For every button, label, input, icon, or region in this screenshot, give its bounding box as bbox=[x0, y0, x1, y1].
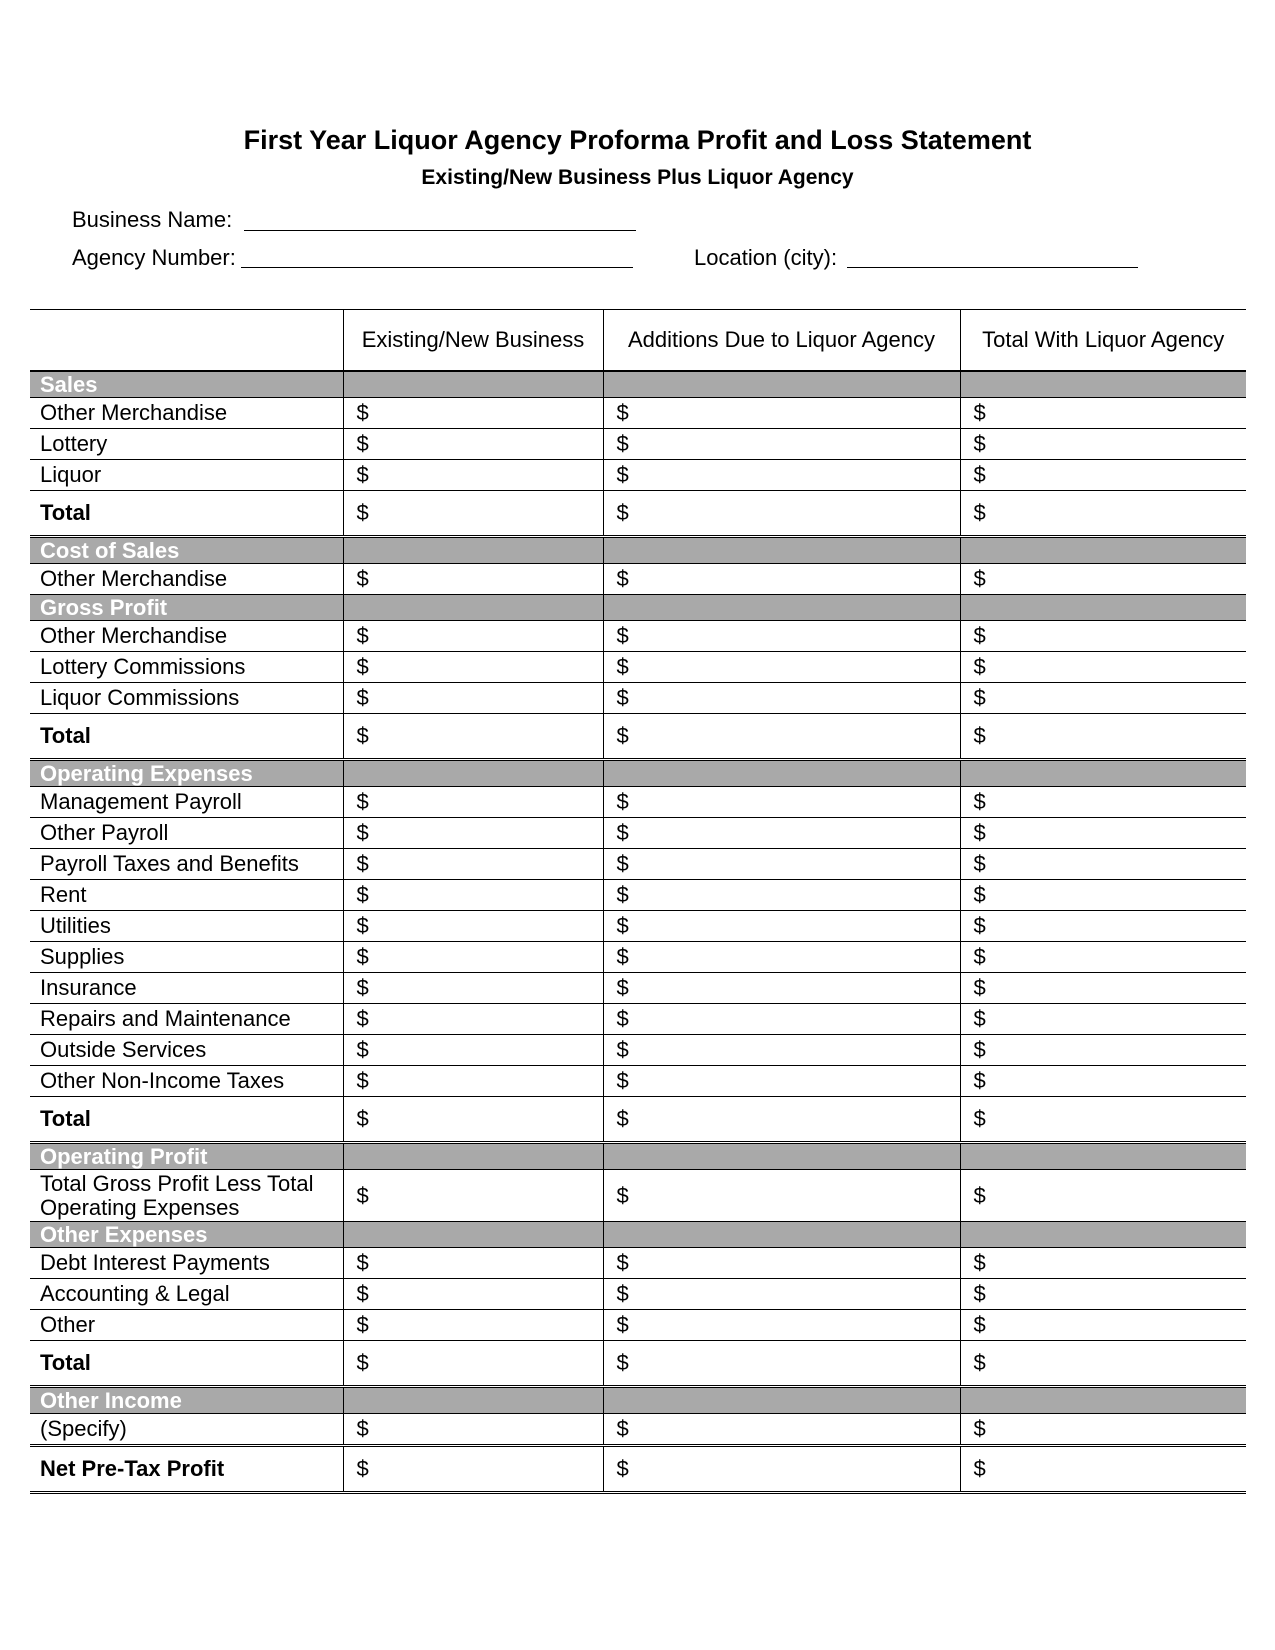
line-item-existing-cell[interactable]: $ bbox=[343, 1310, 603, 1341]
total-existing-cell[interactable]: $ bbox=[343, 1341, 603, 1387]
section-blank-cell bbox=[960, 1387, 1246, 1414]
line-item-existing-cell[interactable]: $ bbox=[343, 1279, 603, 1310]
section-blank-cell bbox=[343, 760, 603, 787]
line-item-additions-cell[interactable]: $ bbox=[603, 564, 960, 595]
location-label: Location (city): bbox=[694, 245, 838, 270]
section-title: Operating Expenses bbox=[30, 760, 343, 787]
line-item-additions-cell[interactable]: $ bbox=[603, 621, 960, 652]
total-label: Total bbox=[30, 1341, 343, 1387]
line-item-existing-cell[interactable]: $ bbox=[343, 1170, 603, 1222]
total-row-operating-expenses bbox=[30, 1097, 1246, 1143]
line-item-additions-cell[interactable]: $ bbox=[603, 460, 960, 491]
line-item-additions-cell[interactable]: $ bbox=[603, 1170, 960, 1222]
line-item-total-cell[interactable]: $ bbox=[960, 911, 1246, 942]
total-row-gross-profit bbox=[30, 714, 1246, 760]
section-blank-cell bbox=[343, 1387, 603, 1414]
line-item-label: Management Payroll bbox=[30, 787, 343, 818]
section-title: Sales bbox=[30, 371, 343, 398]
line-item-additions-cell[interactable]: $ bbox=[603, 880, 960, 911]
table-row bbox=[30, 429, 1246, 460]
total-total-cell[interactable]: $ bbox=[960, 1446, 1246, 1493]
line-item-additions-cell[interactable]: $ bbox=[603, 1310, 960, 1341]
table-row bbox=[30, 1414, 1246, 1446]
line-item-existing-cell[interactable]: $ bbox=[343, 911, 603, 942]
total-label: Total bbox=[30, 491, 343, 537]
column-header-existing: Existing/New Business bbox=[343, 310, 603, 372]
table-row bbox=[30, 880, 1246, 911]
table-row bbox=[30, 621, 1246, 652]
section-header-other-income bbox=[30, 1387, 1246, 1414]
total-existing-cell[interactable]: $ bbox=[343, 1097, 603, 1143]
total-total-cell[interactable]: $ bbox=[960, 491, 1246, 537]
line-item-label: Lottery bbox=[30, 429, 343, 460]
line-item-total-cell[interactable]: $ bbox=[960, 787, 1246, 818]
line-item-additions-cell[interactable]: $ bbox=[603, 818, 960, 849]
table-header-row bbox=[30, 310, 1246, 372]
line-item-existing-cell[interactable]: $ bbox=[343, 818, 603, 849]
line-item-total-cell[interactable]: $ bbox=[960, 1414, 1246, 1446]
section-header-other-expenses bbox=[30, 1222, 1246, 1248]
table-row bbox=[30, 1279, 1246, 1310]
line-item-total-cell[interactable]: $ bbox=[960, 460, 1246, 491]
table-row bbox=[30, 818, 1246, 849]
table-row bbox=[30, 787, 1246, 818]
line-item-label: (Specify) bbox=[30, 1414, 343, 1446]
line-item-existing-cell[interactable]: $ bbox=[343, 1414, 603, 1446]
line-item-total-cell[interactable]: $ bbox=[960, 621, 1246, 652]
line-item-existing-cell[interactable]: $ bbox=[343, 1035, 603, 1066]
table-row bbox=[30, 1035, 1246, 1066]
column-header-total: Total With Liquor Agency bbox=[960, 310, 1246, 372]
table-row bbox=[30, 1248, 1246, 1279]
line-item-existing-cell[interactable]: $ bbox=[343, 1248, 603, 1279]
line-item-additions-cell[interactable]: $ bbox=[603, 973, 960, 1004]
line-item-label: Outside Services bbox=[30, 1035, 343, 1066]
agency-number-label: Agency Number: bbox=[72, 245, 236, 270]
section-blank-cell bbox=[960, 1222, 1246, 1248]
total-additions-cell[interactable]: $ bbox=[603, 1341, 960, 1387]
table-row bbox=[30, 398, 1246, 429]
business-name-field[interactable] bbox=[244, 230, 636, 231]
line-item-additions-cell[interactable]: $ bbox=[603, 398, 960, 429]
line-item-total-cell[interactable]: $ bbox=[960, 880, 1246, 911]
line-item-total-cell[interactable]: $ bbox=[960, 1170, 1246, 1222]
page-subtitle: Existing/New Business Plus Liquor Agency bbox=[421, 166, 854, 189]
section-header-gross-profit bbox=[30, 595, 1246, 621]
section-blank-cell bbox=[343, 595, 603, 621]
line-item-label: Lottery Commissions bbox=[30, 652, 343, 683]
total-additions-cell[interactable]: $ bbox=[603, 1097, 960, 1143]
line-item-existing-cell[interactable]: $ bbox=[343, 1004, 603, 1035]
table-row bbox=[30, 973, 1246, 1004]
line-item-existing-cell[interactable]: $ bbox=[343, 849, 603, 880]
line-item-additions-cell[interactable]: $ bbox=[603, 1004, 960, 1035]
section-blank-cell bbox=[603, 595, 960, 621]
line-item-label: Payroll Taxes and Benefits bbox=[30, 849, 343, 880]
line-item-additions-cell[interactable]: $ bbox=[603, 1248, 960, 1279]
table-row bbox=[30, 942, 1246, 973]
line-item-total-cell[interactable]: $ bbox=[960, 973, 1246, 1004]
total-total-cell[interactable]: $ bbox=[960, 1097, 1246, 1143]
total-total-cell[interactable]: $ bbox=[960, 1341, 1246, 1387]
line-item-total-cell[interactable]: $ bbox=[960, 818, 1246, 849]
table-row bbox=[30, 1004, 1246, 1035]
line-item-label: Other Merchandise bbox=[30, 621, 343, 652]
line-item-total-cell[interactable]: $ bbox=[960, 1004, 1246, 1035]
line-item-label: Utilities bbox=[30, 911, 343, 942]
total-existing-cell[interactable]: $ bbox=[343, 1446, 603, 1493]
line-item-additions-cell[interactable]: $ bbox=[603, 942, 960, 973]
section-blank-cell bbox=[603, 1222, 960, 1248]
section-blank-cell bbox=[603, 1387, 960, 1414]
total-additions-cell[interactable]: $ bbox=[603, 1446, 960, 1493]
line-item-additions-cell[interactable]: $ bbox=[603, 683, 960, 714]
line-item-label: Liquor bbox=[30, 460, 343, 491]
total-existing-cell[interactable]: $ bbox=[343, 491, 603, 537]
table-row bbox=[30, 460, 1246, 491]
line-item-existing-cell[interactable]: $ bbox=[343, 787, 603, 818]
line-item-total-cell[interactable]: $ bbox=[960, 429, 1246, 460]
business-name-label: Business Name: bbox=[72, 207, 233, 232]
total-additions-cell[interactable]: $ bbox=[603, 491, 960, 537]
line-item-total-cell[interactable]: $ bbox=[960, 1279, 1246, 1310]
line-item-existing-cell[interactable]: $ bbox=[343, 621, 603, 652]
line-item-additions-cell[interactable]: $ bbox=[603, 849, 960, 880]
line-item-total-cell[interactable]: $ bbox=[960, 942, 1246, 973]
section-blank-cell bbox=[603, 1143, 960, 1170]
line-item-total-cell[interactable]: $ bbox=[960, 652, 1246, 683]
table-row bbox=[30, 1310, 1246, 1341]
section-blank-cell bbox=[603, 371, 960, 398]
section-blank-cell bbox=[603, 537, 960, 564]
line-item-additions-cell[interactable]: $ bbox=[603, 1066, 960, 1097]
section-blank-cell bbox=[343, 371, 603, 398]
section-header-cost-of-sales bbox=[30, 537, 1246, 564]
section-blank-cell bbox=[960, 1143, 1246, 1170]
section-header-operating-expenses bbox=[30, 760, 1246, 787]
section-header-operating-profit bbox=[30, 1143, 1246, 1170]
table-row bbox=[30, 683, 1246, 714]
line-item-existing-cell[interactable]: $ bbox=[343, 429, 603, 460]
section-blank-cell bbox=[960, 371, 1246, 398]
section-blank-cell bbox=[343, 537, 603, 564]
section-blank-cell bbox=[343, 1222, 603, 1248]
total-row-sales bbox=[30, 491, 1246, 537]
total-label: Total bbox=[30, 714, 343, 760]
line-item-label: Accounting & Legal bbox=[30, 1279, 343, 1310]
table-row bbox=[30, 911, 1246, 942]
line-item-total-cell[interactable]: $ bbox=[960, 683, 1246, 714]
section-blank-cell bbox=[960, 760, 1246, 787]
line-item-existing-cell[interactable]: $ bbox=[343, 652, 603, 683]
table-row bbox=[30, 1066, 1246, 1097]
line-item-total-cell[interactable]: $ bbox=[960, 849, 1246, 880]
line-item-label: Other Merchandise bbox=[30, 564, 343, 595]
line-item-label: Repairs and Maintenance bbox=[30, 1004, 343, 1035]
line-item-label: Other Merchandise bbox=[30, 398, 343, 429]
header-blank-cell bbox=[30, 310, 343, 372]
total-existing-cell[interactable]: $ bbox=[343, 714, 603, 760]
section-header-sales bbox=[30, 371, 1246, 398]
line-item-total-cell[interactable]: $ bbox=[960, 564, 1246, 595]
line-item-additions-cell[interactable]: $ bbox=[603, 911, 960, 942]
line-item-label: Supplies bbox=[30, 942, 343, 973]
line-item-additions-cell[interactable]: $ bbox=[603, 1414, 960, 1446]
line-item-existing-cell[interactable]: $ bbox=[343, 564, 603, 595]
line-item-existing-cell[interactable]: $ bbox=[343, 880, 603, 911]
line-item-label: Other Non-Income Taxes bbox=[30, 1066, 343, 1097]
line-item-label: Other Payroll bbox=[30, 818, 343, 849]
section-blank-cell bbox=[960, 595, 1246, 621]
profit-loss-table bbox=[30, 309, 1246, 1494]
line-item-existing-cell[interactable]: $ bbox=[343, 973, 603, 1004]
line-item-total-cell[interactable]: $ bbox=[960, 398, 1246, 429]
line-item-label: Total Gross Profit Less Total Operating Expenses bbox=[30, 1170, 343, 1222]
net-pre-tax-profit-row bbox=[30, 1446, 1246, 1493]
total-row-other-expenses bbox=[30, 1341, 1246, 1387]
line-item-total-cell[interactable]: $ bbox=[960, 1248, 1246, 1279]
line-item-existing-cell[interactable]: $ bbox=[343, 1066, 603, 1097]
line-item-label: Other bbox=[30, 1310, 343, 1341]
line-item-existing-cell[interactable]: $ bbox=[343, 460, 603, 491]
page-title: First Year Liquor Agency Proforma Profit and Loss Statement bbox=[243, 125, 1032, 155]
table-row bbox=[30, 564, 1246, 595]
table-row bbox=[30, 849, 1246, 880]
section-title: Operating Profit bbox=[30, 1143, 343, 1170]
line-item-total-cell[interactable]: $ bbox=[960, 1066, 1246, 1097]
total-additions-cell[interactable]: $ bbox=[603, 714, 960, 760]
section-blank-cell bbox=[603, 760, 960, 787]
total-label: Net Pre-Tax Profit bbox=[30, 1446, 343, 1493]
line-item-label: Liquor Commissions bbox=[30, 683, 343, 714]
line-item-total-cell[interactable]: $ bbox=[960, 1035, 1246, 1066]
line-item-total-cell[interactable]: $ bbox=[960, 1310, 1246, 1341]
table-row bbox=[30, 1170, 1246, 1222]
section-blank-cell bbox=[960, 537, 1246, 564]
line-item-additions-cell[interactable]: $ bbox=[603, 652, 960, 683]
line-item-label: Rent bbox=[30, 880, 343, 911]
line-item-label: Debt Interest Payments bbox=[30, 1248, 343, 1279]
total-total-cell[interactable]: $ bbox=[960, 714, 1246, 760]
section-title: Other Expenses bbox=[30, 1222, 343, 1248]
line-item-existing-cell[interactable]: $ bbox=[343, 942, 603, 973]
line-item-additions-cell[interactable]: $ bbox=[603, 787, 960, 818]
location-field[interactable] bbox=[847, 267, 1138, 268]
total-label: Total bbox=[30, 1097, 343, 1143]
line-item-additions-cell[interactable]: $ bbox=[603, 1279, 960, 1310]
line-item-additions-cell[interactable]: $ bbox=[603, 1035, 960, 1066]
line-item-additions-cell[interactable]: $ bbox=[603, 429, 960, 460]
line-item-existing-cell[interactable]: $ bbox=[343, 398, 603, 429]
line-item-existing-cell[interactable]: $ bbox=[343, 683, 603, 714]
column-header-additions: Additions Due to Liquor Agency bbox=[603, 310, 960, 372]
section-title: Gross Profit bbox=[30, 595, 343, 621]
table-row bbox=[30, 652, 1246, 683]
section-blank-cell bbox=[343, 1143, 603, 1170]
section-title: Other Income bbox=[30, 1387, 343, 1414]
line-item-label: Insurance bbox=[30, 973, 343, 1004]
section-title: Cost of Sales bbox=[30, 537, 343, 564]
agency-number-field[interactable] bbox=[241, 267, 633, 268]
